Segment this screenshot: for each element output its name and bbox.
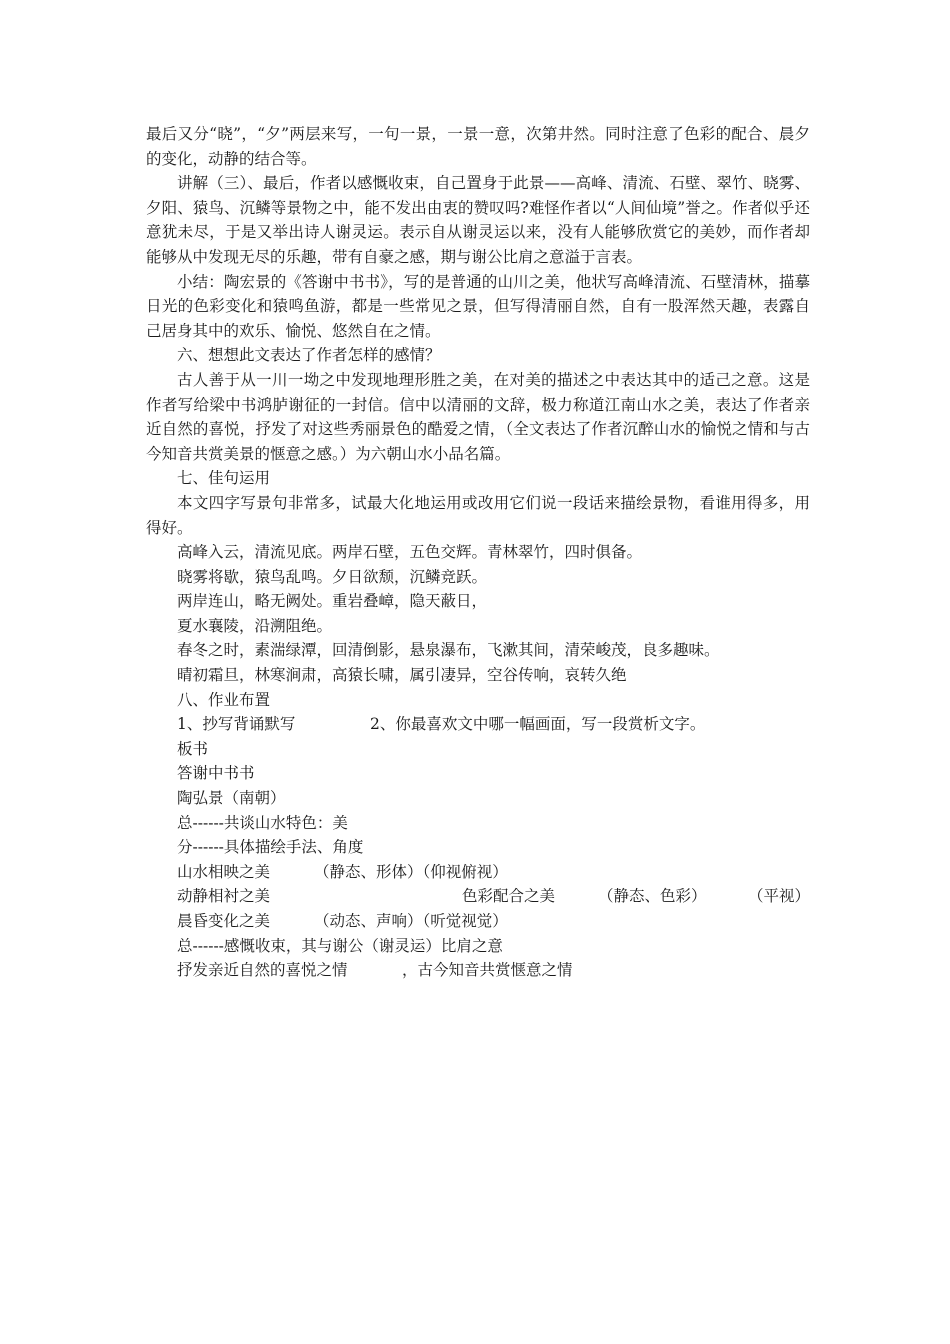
board-row-2-a: 动静相衬之美 [177,887,271,906]
sentence-line: 春冬之时，素湍绿潭，回清倒影，悬泉瀑布，飞漱其间，清荣峻茂，良多趣味。 [177,641,720,660]
paragraph-sentence-usage: 本文四字写景句非常多，试最大化地运用或改用它们说一段话来描绘景物，看谁用得多，用得好。 [146,493,810,537]
paragraph-xiao-xi: 最后又分“晓”，“夕”两层来写，一句一景，一景一意，次第井然。同时注意了色彩的配合、晨夕的变化，动静的结合等。 [146,125,810,168]
board-total-1: 总------共谈山水特色：美 [177,813,348,832]
board-row-2 [146,884,810,909]
heading-section-7: 七、佳句运用 [177,469,271,488]
sentence-line: 高峰入云，清流见底。两岸石壁，五色交辉。青林翠竹，四时俱备。 [177,543,643,562]
board-row-2-b: 色彩配合之美 [462,887,556,906]
homework-item-2: 2、你最喜欢文中哪一幅画面，写一段赏析文字。 [370,715,706,734]
board-row-1 [146,860,810,885]
board-row-3-b: （动态、声响）（听觉视觉） [314,912,508,930]
board-final [146,958,810,983]
homework-items [146,712,810,737]
paragraph-explanation-3: 讲解（三）、最后，作者以感慨收束，自己置身于此景——高峰、清流、石壁、翠竹、晓雾、夕阳、猿鸟、沉鳞等景物之中，能不发出由衷的赞叹吗?难怪作者以“人间仙境”誉之。作者似乎还意犹未尽，于是又举出诗人谢灵运。表示自从谢灵运以来，没有人能够欣赏它的美妙，而作者却能够从中发现无尽的乐趣，带有自豪之感，期与谢公比肩之意溢于言表。 [146,174,810,266]
document-page [146,122,810,983]
board-row-3 [146,909,810,934]
sentence-line: 晴初霜旦，林寒涧肃，高猿长啸，属引凄异，空谷传响，哀转久绝 [177,666,627,685]
board-row-1-b: （静态、形体）（仰视俯视） [314,862,508,881]
board-row-2-c: （静态、色彩） [598,887,707,906]
sentence-line: 两岸连山，略无阙处。重岩叠嶂，隐天蔽日， [177,592,488,611]
paragraph-summary: 小结：陶宏景的《答谢中书书》，写的是普通的山川之美，他状写高峰清流、石壁清林，描摹日光的色彩变化和猿鸣鱼游，都是一些常见之景，但写得清丽自然，自有一股浑然天趣，表露自己居身其中的欢乐、愉悦、悠然自在之情。 [146,272,810,340]
heading-section-6: 六、想想此文表达了作者怎样的感情？ [177,346,441,365]
paragraph-emotion: 古人善于从一川一坳之中发现地理形胜之美，在对美的描述之中表达其中的适己之意。这是作者写给梁中书鸿胪谢征的一封信。信中以清丽的文辞，极力称道江南山水之美，表达了作者亲近自然的喜悦，抒发了对这些秀丽景色的酷爱之情，（全文表达了作者沉醉山水的愉悦之情和与古今知音共赏美景的惬意之感。）为六朝山水小品名篇。 [146,370,810,463]
sentence-line: 晓雾将歇，猿鸟乱鸣。夕日欲颓，沉鳞竞跃。 [177,567,488,586]
board-part: 分------具体描绘手法、角度 [177,838,364,857]
homework-item-1: 1、抄写背诵默写 [177,715,296,734]
board-row-2-d: （平视） [748,887,811,906]
board-row-1-a: 山水相映之美 [177,862,271,881]
board-final-a: 抒发亲近自然的喜悦之情 [177,961,348,980]
board-total-2: 总------感慨收束，其与谢公（谢灵运）比肩之意 [177,936,503,955]
board-author: 陶弘景（南朝） [177,789,286,808]
heading-section-8: 八、作业布置 [177,690,271,709]
board-title: 答谢中书书 [177,764,255,783]
board-heading: 板书 [177,739,209,758]
sentence-line: 夏水襄陵，沿溯阻绝。 [177,616,333,635]
board-row-3-a: 晨昏变化之美 [177,912,271,930]
board-final-b: ，古今知音共赏惬意之情 [402,961,573,980]
